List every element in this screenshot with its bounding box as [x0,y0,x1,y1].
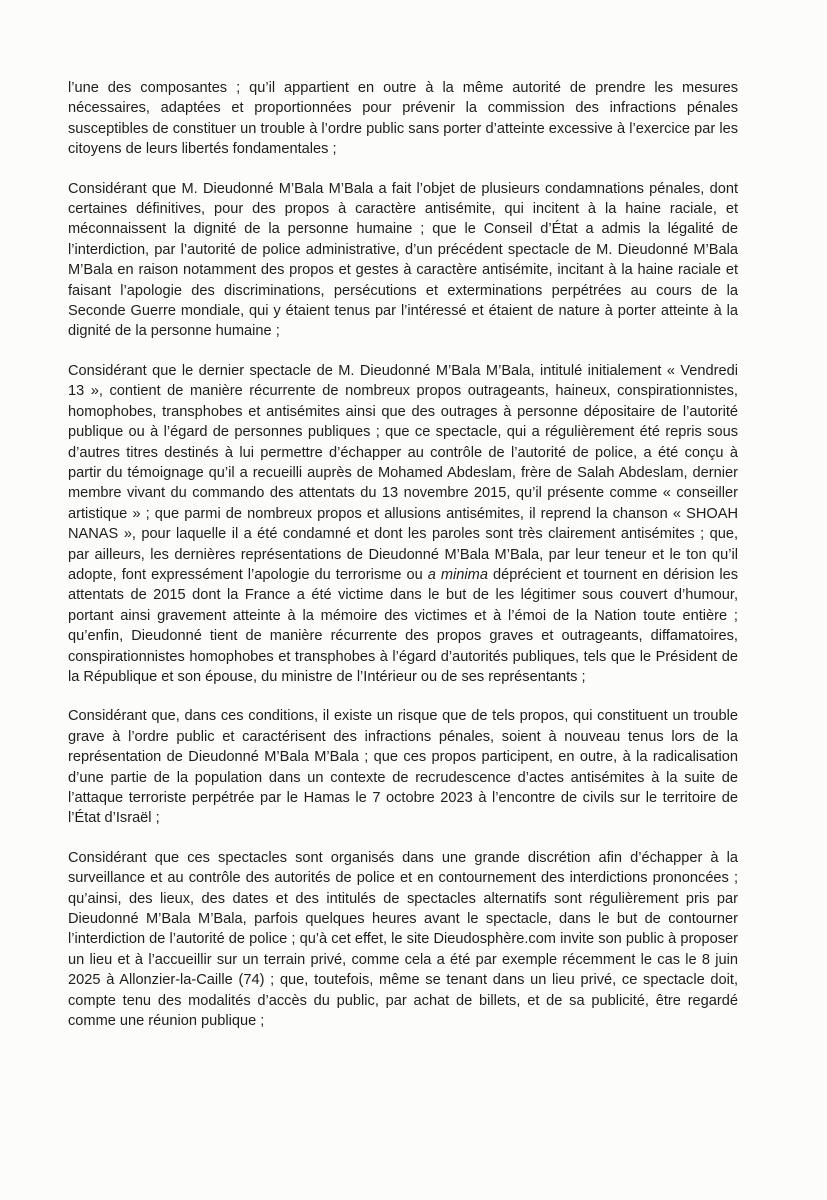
paragraph-2 [68,179,738,342]
paragraph-5-text: Considérant que ces spectacles sont organisés dans une grande discrétion afin d’échapper à la surveillance et au contrôle des autorités de police et en contournement des interdictions prononcées ; qu’ainsi, des lieux, des dates et des intitulés de spectacles alternatifs sont régulièrement pris par Dieudonné M’Bala M’Bala, parfois quelques heures avant le spectacle, dans le but de contourner l’interdiction de l’autorité de police ; qu’à cet effet, le site Dieudosphère.com invite son public à proposer un lieu et à l’accueillir sur un terrain privé, comme cela a été par exemple récemment le cas le 8 juin 2025 à Allonzier-la-Caille (74) ; que, toutefois, même se tenant dans un lieu privé, ce spectacle doit, compte tenu des modalités d’accès du public, par achat de billets, et de sa publicité, être regardé comme une réunion publique ; [68,849,738,1030]
paragraph-2-text: Considérant que M. Dieudonné M’Bala M’Bala a fait l’objet de plusieurs condamnations pénales, dont certaines définitives, pour des propos à caractère antisémite, qui incitent à la haine raciale, et méconnaissent la dignité de la personne humaine ; que le Conseil d’État a admis la légalité de l’interdiction, par l’autorité de police administrative, d’un précédent spectacle de M. Dieudonné M’Bala M’Bala en raison notamment des propos et gestes à caractère antisémite, incitant à la haine raciale et faisant l’apologie des discriminations, persécutions et exterminations perpétrées au cours de la Seconde Guerre mondiale, qui y étaient tenus par l’intéressé et étaient de nature à porter atteinte à la dignité de la personne humaine ; [68,180,738,340]
paragraph-1 [68,78,738,160]
document-body [68,78,738,1050]
paragraph-1-text: l’une des composantes ; qu’il appartient en outre à la même autorité de prendre les mesures nécessaires, adaptées et proportionnées pour prévenir la commission des infractions pénales susceptibles de constituer un trouble à l’ordre public sans porter d’atteinte excessive à l’exercice par les citoyens de leurs libertés fondamentales ; [68,80,738,158]
paragraph-3-text-b: déprécient et tournent en dérision les attentats de 2015 dont la France a été victime dans le but de les légitimer sous couvert d’humour, portant ainsi gravement atteinte à la mémoire des victimes et à l’émoi de la Nation toute entière ; qu’enfin, Dieudonné tient de manière récurrente des propos graves et outrageants, diffamatoires, conspirationnistes homophobes et transphobes à l’égard d’autorités publiques, tels que le Président de la République et son épouse, du ministre de l’Intérieur ou de ses représentants ; [68,566,739,685]
paragraph-3-italic-phrase: a minima [427,566,488,583]
paragraph-4 [68,706,738,828]
paragraph-5 [68,848,738,1032]
paragraph-3 [68,361,738,688]
paragraph-4-text: Considérant que, dans ces conditions, il existe un risque que de tels propos, qui constituent un trouble grave à l’ordre public et caractérisent des infractions pénales, soient à nouveau tenus lors de la représentation de Dieudonné M’Bala M’Bala ; que ces propos participent, en outre, à la radicalisation d’une partie de la population dans un contexte de recrudescence d’actes antisémites à la suite de l’attaque terroriste perpétrée par le Hamas le 7 octobre 2023 à l’encontre de civils sur le territoire de l’État d’Israël ; [68,708,738,827]
paragraph-3-text-a: Considérant que le dernier spectacle de M. Dieudonné M’Bala M’Bala, intitulé initialement « Vendredi 13 », contient de manière récurrente de nombreux propos outrageants, haineux, conspirationnistes, homophobes, transphobes et antisémites ainsi que des outrages à personne dépositaire de l’autorité publique ou à l’égard de personnes publiques ; que ce spectacle, qui a régulièrement été repris sous d’autres titres destinés à lui permettre d’échapper au contrôle de l’autorité de police, a été conçu à partir du témoignage qu’il a recueilli auprès de Mohamed Abdeslam, frère de Salah Abdeslam, dernier membre vivant du commando des attentats du 13 novembre 2015, qu’il présente comme « conseiller artistique » ; que parmi de nombreux propos et allusions antisémites, il reprend la chanson « SHOAH NANAS », pour laquelle il a été condamné et dont les paroles sont très clairement antisémites ; que, par ailleurs, les dernières représentations de Dieudonné M’Bala M’Bala, par leur teneur et le ton qu’il adopte, font expressément l’apologie du terrorisme ou [68,362,738,583]
